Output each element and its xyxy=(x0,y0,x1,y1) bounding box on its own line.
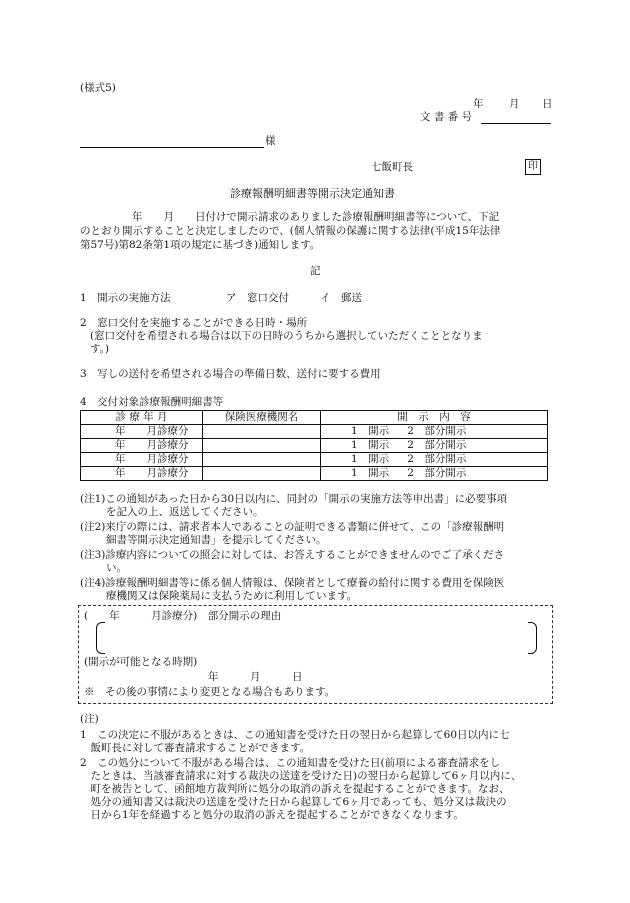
option-partial: 2 部分開示 xyxy=(407,439,467,451)
row-institution xyxy=(203,467,321,481)
row-institution xyxy=(203,439,321,453)
date-year: 年 xyxy=(473,98,484,110)
note-3-line-1: (注3)診療内容についての照会に対しては、お答えすることができませんのでご了承くださ xyxy=(80,549,505,561)
document-number-line xyxy=(481,123,551,124)
footer-line-2: 飯町長に対して審査請求することができます。 xyxy=(80,742,311,754)
option-partial: 2 部分開示 xyxy=(407,425,467,437)
footer-line-4: たときは、当該審査請求に対する裁決の送達を受けた日)の翌日から起算して6ヶ月以内に、 xyxy=(80,770,522,782)
addressee-suffix: 様 xyxy=(265,135,276,147)
item1-option-counter: ア 窓口交付 xyxy=(226,292,289,304)
option-disclose: 1 開示 xyxy=(351,425,390,437)
item2-note-2: す。) xyxy=(90,343,110,355)
table-row xyxy=(81,467,548,481)
document-number-label: 文 書 番 号 xyxy=(420,111,473,123)
item2-label: 2 窓口交付を実施することができる日時・場所 xyxy=(80,317,308,329)
row-month: 年 月診療分 xyxy=(81,467,203,481)
reason-bracket-left xyxy=(96,622,105,654)
row-content xyxy=(321,439,548,453)
option-disclose: 1 開示 xyxy=(351,467,390,479)
option-disclose: 1 開示 xyxy=(351,439,390,451)
available-time-label: (開示が可能となる時期) xyxy=(84,656,198,668)
intro-line-2: のとおり開示することと決定しましたので、(個人情報の保護に関する法律(平成15年法律 xyxy=(80,225,501,237)
footer-note-label: (注) xyxy=(80,713,99,725)
item4-label: 4 交付対象診療報酬明細書等 xyxy=(80,396,224,408)
footer-line-6: 処分の通知書又は裁決の送達を受けた日から起算して6ヶ月であっても、処分又は裁決の xyxy=(80,796,507,808)
table-row xyxy=(81,439,548,453)
row-content xyxy=(321,467,548,481)
item1-label: 1 開示の実施方法 xyxy=(80,292,171,304)
seal-mark: 印 xyxy=(525,159,541,175)
note-4-line-1: (注4)診療報酬明細書等に係る個人情報は、保険者として療養の給付に関する費用を保険医 xyxy=(80,577,505,589)
note-3-line-2: い。 xyxy=(106,562,127,574)
intro-line-3: 第57号)第82条第1項の規定に基づき)通知します。 xyxy=(80,239,321,251)
footer-line-3: 2 この処分について不服がある場合は、この通知書を受けた日(前項による審査請求をし xyxy=(80,757,501,769)
ki-heading: 記 xyxy=(310,265,321,277)
option-partial: 2 部分開示 xyxy=(407,453,467,465)
note-1-line-2: を記入の上、返送してください。 xyxy=(106,506,264,518)
row-content xyxy=(321,453,548,467)
table-row xyxy=(81,425,548,439)
row-institution xyxy=(203,425,321,439)
footer-line-5: 町を被告として、函館地方裁判所に処分の取消の訴えを提起することができます。なお、 xyxy=(80,783,510,795)
note-1-line-1: (注1)この通知があった日から30日以内に、同封の「開示の実施方法等申出書」に必要事項 xyxy=(80,493,508,505)
intro-line-1: 年 月 日付けで開示請求のありました診療報酬明細書等について、下記 xyxy=(132,211,500,223)
available-date: 年 月 日 xyxy=(208,671,303,683)
target-documents-table xyxy=(80,410,548,481)
footer-line-7: 日から1年を経過すると処分の取消の訴えを提起することができなくなります。 xyxy=(80,809,464,821)
note-2-line-2: 細書等開示決定通知書」を提示してください。 xyxy=(106,534,327,546)
note-2-line-1: (注2)来庁の際には、請求者本人であることの証明できる書類に併せて、この「診療報酬明 xyxy=(80,521,505,533)
table-header-row xyxy=(81,411,548,425)
option-partial: 2 部分開示 xyxy=(407,467,467,479)
document-title: 診療報酬明細書等開示決定通知書 xyxy=(230,187,395,200)
header-content: 開 示 内 容 xyxy=(321,411,548,425)
issuer-name: 七飯町長 xyxy=(371,161,413,173)
reason-bracket-right xyxy=(528,622,537,654)
partial-reason-line: ( 年 月診療分) 部分開示の理由 xyxy=(84,610,282,622)
header-month: 診 療 年 月 xyxy=(81,411,203,425)
item3-label: 3 写しの送付を希望される場合の準備日数、送付に要する費用 xyxy=(80,368,381,380)
date-day: 日 xyxy=(542,98,553,110)
header-institution: 保険医療機関名 xyxy=(203,411,321,425)
date-month: 月 xyxy=(509,98,520,110)
row-month: 年 月診療分 xyxy=(81,439,203,453)
row-content xyxy=(321,425,548,439)
row-month: 年 月診療分 xyxy=(81,425,203,439)
note-4-line-2: 療機関又は保険薬局に支払うために利用しています。 xyxy=(106,590,358,602)
change-caution: ※ その後の事情により変更となる場合もあります。 xyxy=(84,686,336,698)
footer-line-1: 1 この決定に不服があるときは、この通知書を受けた日の翌日から起算して60日以内に七 xyxy=(80,729,510,741)
table-row xyxy=(81,453,548,467)
option-disclose: 1 開示 xyxy=(351,453,390,465)
item2-note-1: (窓口交付を希望される場合は以下の日時のうちから選択していただくこととなりま xyxy=(90,330,483,342)
addressee-line xyxy=(80,147,264,148)
form-number: (様式5) xyxy=(80,82,116,94)
row-institution xyxy=(203,453,321,467)
row-month: 年 月診療分 xyxy=(81,453,203,467)
item1-option-mail: イ 郵送 xyxy=(320,292,362,304)
